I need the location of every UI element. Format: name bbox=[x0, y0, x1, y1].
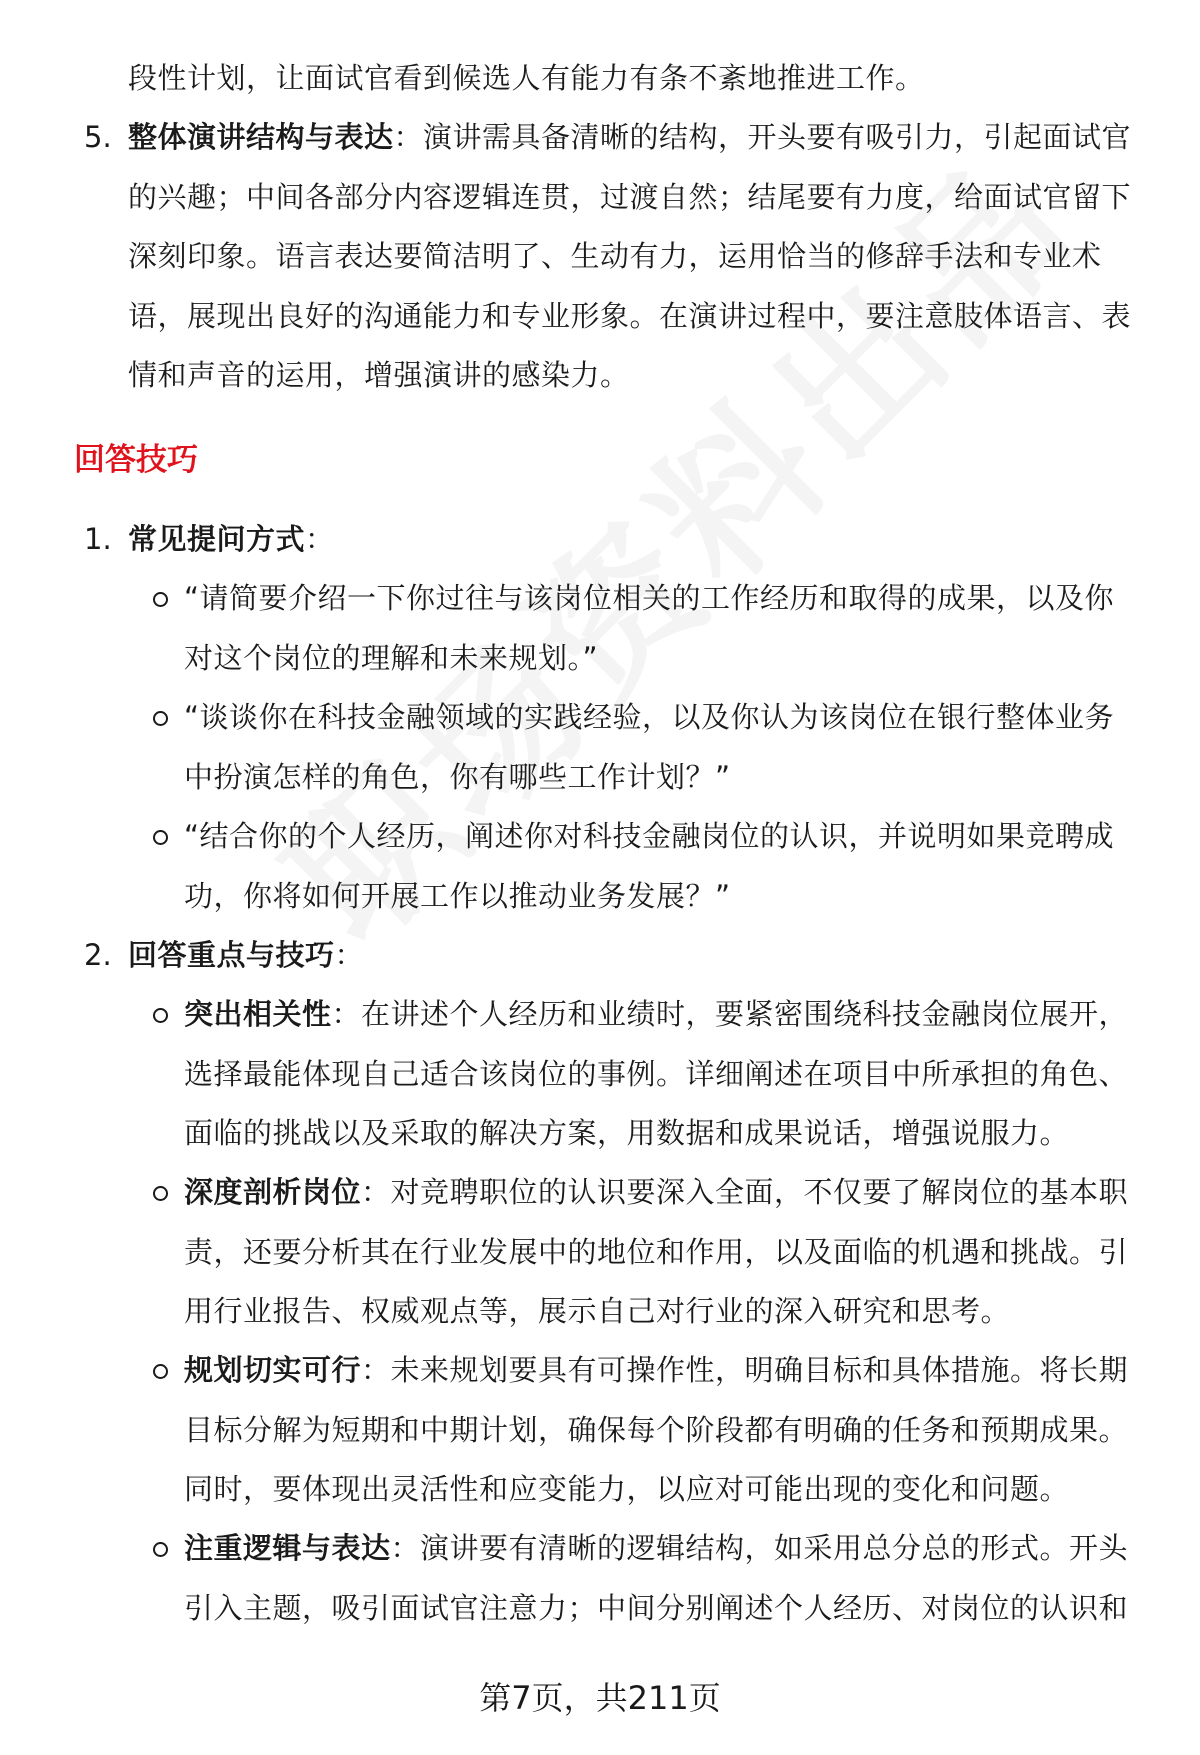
paragraph-line: 的兴趣；中间各部分内容逻辑连贯，过渡自然；结尾要有力度，给面试官留下 bbox=[128, 180, 1132, 214]
point-line: 责，还要分析其在行业发展中的地位和作用，以及面临的机遇和挑战。引 bbox=[184, 1235, 1129, 1269]
point-text: ：演讲要有清晰的逻辑结构，如采用总分总的形式。开头 bbox=[390, 1531, 1129, 1565]
point-line: 面临的挑战以及采取的解决方案，用数据和成果说话，增强说服力。 bbox=[184, 1116, 1070, 1150]
point-text: ：在讲述个人经历和业绩时，要紧密围绕科技金融岗位展开， bbox=[331, 997, 1129, 1031]
point-title: 规划切实可行 bbox=[184, 1353, 362, 1387]
point-title: 注重逻辑与表达 bbox=[184, 1531, 391, 1565]
list-number: 5. bbox=[84, 120, 112, 154]
paragraph-line: 语，展现出良好的沟通能力和专业形象。在演讲过程中，要注意肢体语言、表 bbox=[128, 299, 1132, 333]
question-line: 对这个岗位的理解和未来规划。” bbox=[184, 641, 599, 675]
paragraph-line: 深刻印象。语言表达要简洁明了、生动有力，运用恰当的修辞手法和专业术 bbox=[128, 239, 1102, 273]
point-line: 引入主题，吸引面试官注意力；中间分别阐述个人经历、对岗位的认识和 bbox=[184, 1591, 1129, 1625]
list-number: 1. bbox=[84, 522, 112, 556]
bullet-circle bbox=[153, 1542, 168, 1557]
section-heading: 回答技巧 bbox=[74, 442, 198, 478]
question-line: “结合你的个人经历，阐述你对科技金融岗位的认识，并说明如果竞聘成 bbox=[184, 819, 1115, 853]
point-text: ：对竞聘职位的认识要深入全面，不仅要了解岗位的基本职 bbox=[361, 1175, 1129, 1209]
question-line: 中扮演怎样的角色，你有哪些工作计划？” bbox=[184, 760, 731, 794]
list-item-5-line1 bbox=[128, 117, 1131, 157]
item-title: 整体演讲结构与表达 bbox=[128, 120, 394, 154]
question-line: 功，你将如何开展工作以推动业务发展？” bbox=[184, 879, 731, 913]
question-line: “谈谈你在科技金融领域的实践经验，以及你认为该岗位在银行整体业务 bbox=[184, 700, 1115, 734]
bullet-circle bbox=[153, 1008, 168, 1023]
list-item-1-title bbox=[128, 519, 335, 559]
point-line bbox=[184, 994, 1128, 1034]
point-line: 同时，要体现出灵活性和应变能力，以应对可能出现的变化和问题。 bbox=[184, 1472, 1070, 1506]
bullet-circle bbox=[153, 592, 168, 607]
bullet-circle bbox=[153, 1186, 168, 1201]
list-item-2-title bbox=[128, 935, 364, 975]
bullet-circle bbox=[153, 830, 168, 845]
item-colon: ： bbox=[334, 938, 365, 972]
point-line bbox=[184, 1350, 1128, 1390]
item-title: 常见提问方式 bbox=[128, 522, 306, 556]
question-line: “请简要介绍一下你过往与该岗位相关的工作经历和取得的成果，以及你 bbox=[184, 581, 1115, 615]
point-line: 目标分解为短期和中期计划，确保每个阶段都有明确的任务和预期成果。 bbox=[184, 1413, 1129, 1447]
page-number-footer: 第7页，共211页 bbox=[479, 1679, 721, 1717]
point-line bbox=[184, 1172, 1128, 1212]
paragraph-line: 情和声音的运用，增强演讲的感染力。 bbox=[128, 358, 630, 392]
bullet-circle bbox=[153, 711, 168, 726]
bullet-circle bbox=[153, 1364, 168, 1379]
item-title: 回答重点与技巧 bbox=[128, 938, 335, 972]
point-title: 深度剖析岗位 bbox=[184, 1175, 362, 1209]
point-line: 用行业报告、权威观点等，展示自己对行业的深入研究和思考。 bbox=[184, 1294, 1011, 1328]
item-colon: ： bbox=[305, 522, 335, 556]
paragraph-line: 段性计划，让面试官看到候选人有能力有条不紊地推进工作。 bbox=[128, 61, 925, 95]
point-text: ：未来规划要具有可操作性，明确目标和具体措施。将长期 bbox=[361, 1353, 1129, 1387]
point-line: 选择最能体现自己适合该岗位的事例。详细阐述在项目中所承担的角色、 bbox=[184, 1057, 1129, 1091]
list-number: 2. bbox=[84, 938, 112, 972]
item-text: ：演讲需具备清晰的结构，开头要有吸引力，引起面试官 bbox=[393, 120, 1132, 154]
point-line bbox=[184, 1528, 1128, 1568]
point-title: 突出相关性 bbox=[184, 997, 332, 1031]
